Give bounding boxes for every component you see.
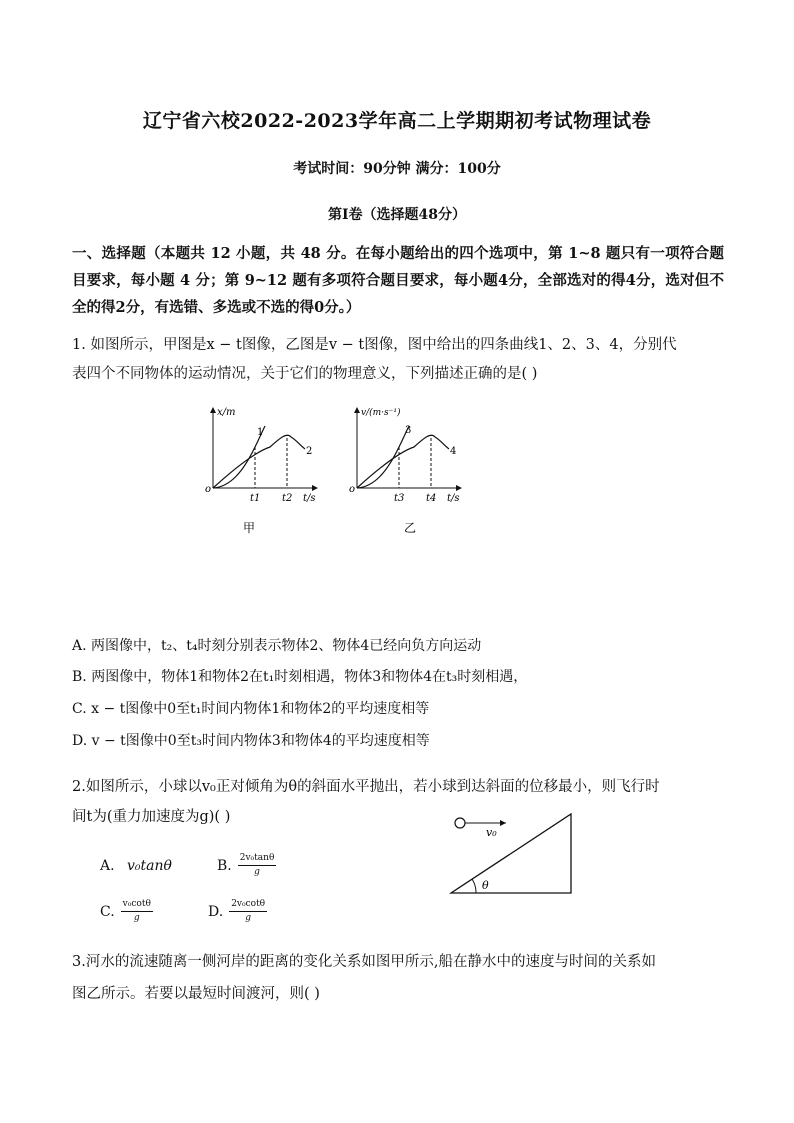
- x-axis-label: t/s: [447, 493, 460, 504]
- incline-triangle: [451, 814, 571, 893]
- t3-label: t3: [394, 493, 405, 504]
- x-axis-label: t/s: [303, 493, 316, 504]
- q3-stem-line1: 3.河水的流速随离一侧河岸的距离的变化关系如图甲所示,船在静水中的速度与时间的关系如: [72, 954, 656, 970]
- curve-4-label: 4: [450, 446, 457, 457]
- curve-1-label: 1: [257, 427, 264, 438]
- q1-option-a: A. 两图像中，t₂、t₄时刻分别表示物体2、物体4已经向负方向运动: [72, 638, 482, 654]
- figure-caption: 乙: [404, 521, 417, 535]
- t1-label: t1: [250, 493, 261, 504]
- q2-stem-line1: 2.如图所示，小球以v₀正对倾角为θ的斜面水平抛出，若小球到达斜面的位移最小，则飞行时: [72, 779, 660, 795]
- curve-4: [357, 435, 449, 488]
- option-letter: C.: [100, 903, 115, 920]
- y-axis-label: x/m: [217, 407, 236, 418]
- fraction: [121, 898, 153, 925]
- q1-stem-line1: 1. 如图所示，甲图是x − t图像，乙图是v − t图像，图中给出的四条曲线1、2、3、4，分别代: [72, 337, 677, 353]
- q1-figure-vt: [339, 402, 479, 542]
- velocity-arrowhead: [500, 820, 506, 826]
- fraction: [238, 852, 277, 879]
- ball: [455, 818, 465, 828]
- option-letter: A.: [100, 858, 115, 874]
- denominator: g: [254, 867, 260, 877]
- q1-option-b: B. 两图像中，物体1和物体2在t₁时刻相遇，物体3和物体4在t₃时刻相遇，: [72, 669, 528, 685]
- q1-option-c: C. x − t图像中0至t₁时间内物体1和物体2的平均速度相等: [72, 701, 430, 717]
- q2-option-d: [208, 898, 267, 925]
- curve-3-label: 3: [405, 425, 412, 436]
- numerator: 2v₀cotθ: [229, 898, 267, 912]
- y-axis-label: v/(m·s⁻¹): [361, 408, 401, 418]
- q1-option-d: D. v − t图像中0至t₃时间内物体3和物体4的平均速度相等: [72, 733, 430, 749]
- curve-3: [357, 425, 412, 488]
- section-instructions: 一、选择题（本题共 12 小题，共 48 分。在每小题给出的四个选项中，第 1~8 题只有一项符合题目要求，每小题 4 分；第 9~12 题有多项符合题目要求，每小题4分，全部选对的得4分，选对但不全的得2分，有选错、多选或不选的得0分。）: [72, 245, 724, 316]
- angle-label: θ: [482, 879, 489, 892]
- q2-stem-line2: 间t为(重力加速度为g)( ): [72, 809, 231, 825]
- fraction: [229, 898, 267, 925]
- angle-arc: [472, 879, 476, 893]
- q2-option-c: [100, 898, 153, 925]
- t4-label: t4: [426, 493, 437, 504]
- curve-2-label: 2: [306, 446, 313, 457]
- curve-2: [213, 435, 305, 488]
- q2-option-a: [100, 858, 172, 874]
- page-title: 辽宁省六校2022-2023学年高二上学期期初考试物理试卷: [142, 110, 652, 132]
- origin-label: o: [349, 484, 356, 495]
- q1-stem-line2: 表四个不同物体的运动情况，关于它们的物理意义，下列描述正确的是( ): [72, 366, 538, 382]
- q2-figure-incline: [448, 810, 578, 896]
- numerator: 2v₀tanθ: [238, 852, 277, 866]
- origin-label: o: [205, 484, 212, 495]
- q1-figure-xt: [195, 402, 335, 542]
- q3-stem-line2: 图乙所示。若要以最短时间渡河，则( ): [72, 986, 320, 1002]
- option-letter: D.: [208, 903, 224, 920]
- numerator: v₀cotθ: [121, 898, 153, 912]
- denominator: g: [133, 913, 140, 923]
- velocity-label: v₀: [486, 826, 497, 839]
- option-letter: B.: [217, 857, 232, 874]
- option-expression: v₀tanθ: [127, 858, 172, 874]
- section-heading: 第Ⅰ卷（选择题48分）: [327, 207, 467, 223]
- q2-option-b: [217, 852, 276, 879]
- figure-caption: 甲: [243, 521, 256, 535]
- denominator: g: [245, 913, 252, 923]
- t2-label: t2: [282, 493, 293, 504]
- exam-info: 考试时间：90分钟 满分：100分: [293, 161, 501, 177]
